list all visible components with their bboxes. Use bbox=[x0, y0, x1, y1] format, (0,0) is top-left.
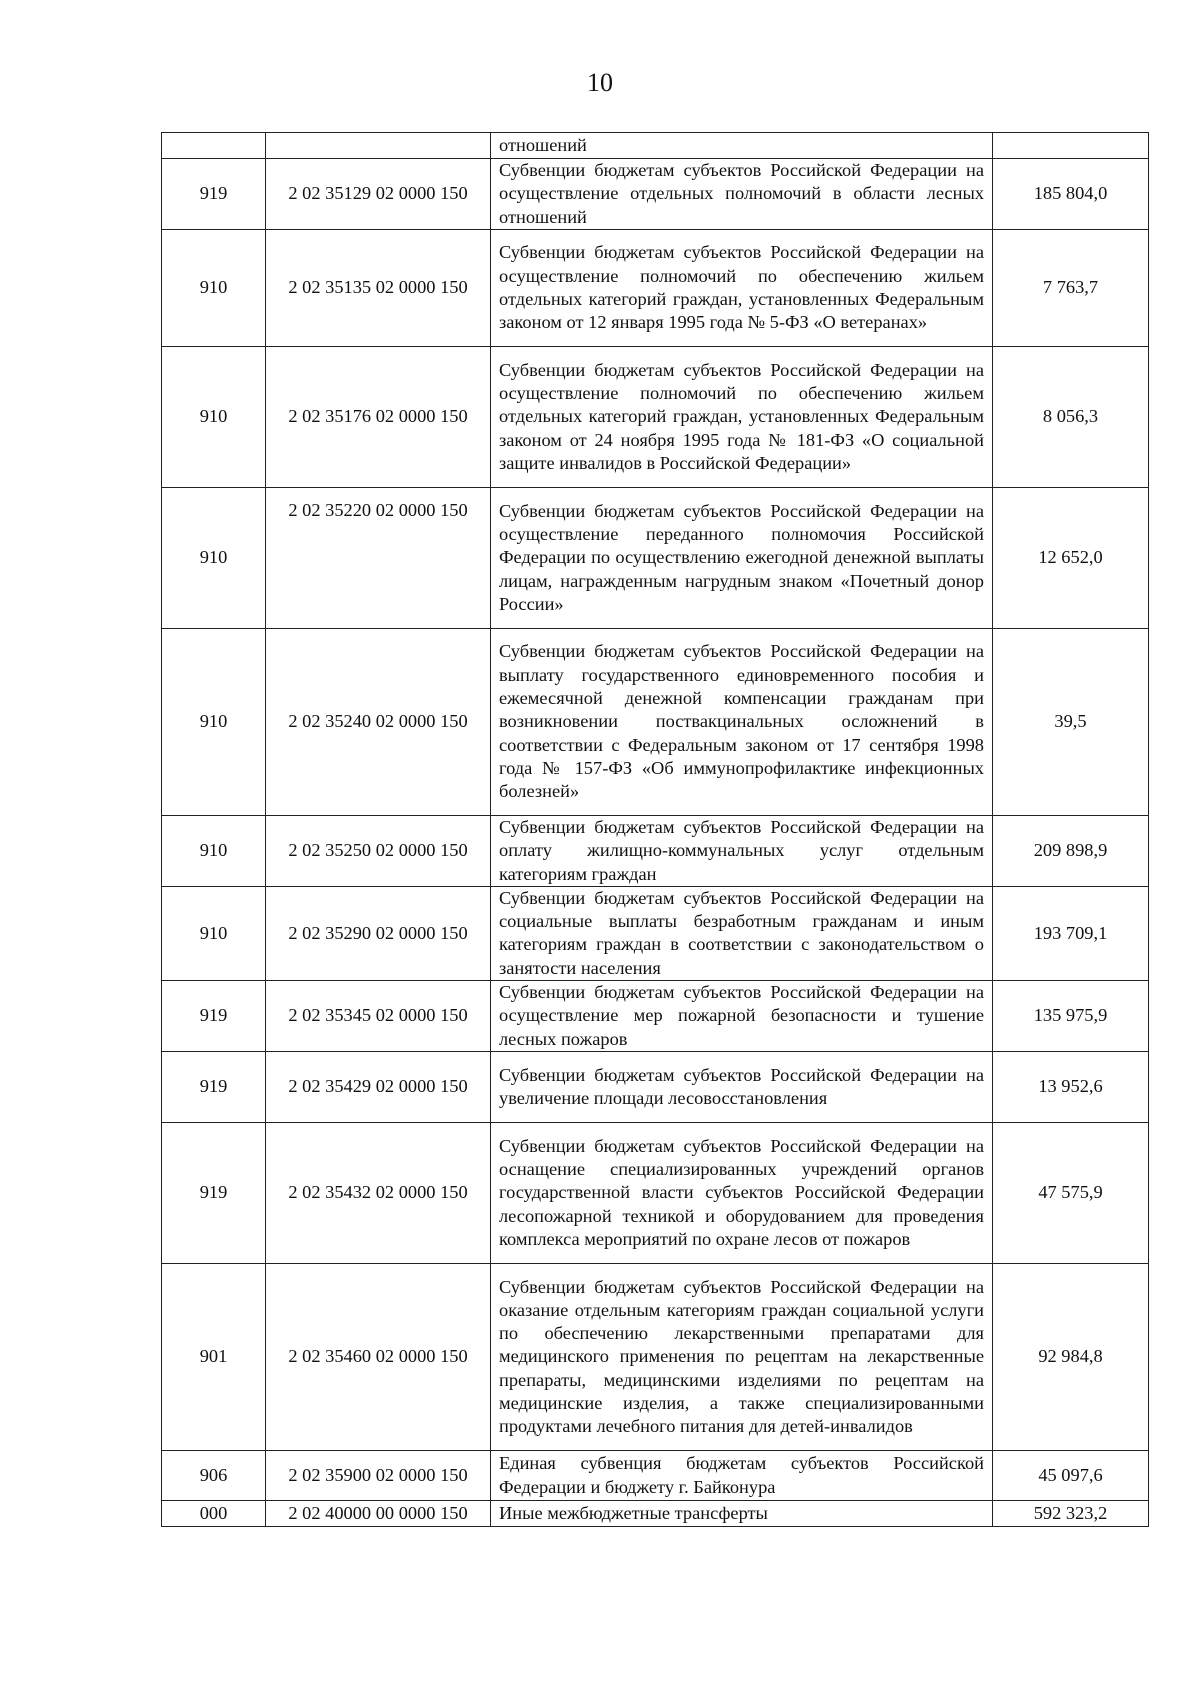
description-cell: Субвенции бюджетам субъектов Российской Федерации на осуществление переданного полномочия Российской Федерации по осуществлению ежегодной денежной выплаты лицам, награжденным нагрудным знаком «Почетный донор России» bbox=[491, 487, 993, 628]
description-cell: Субвенции бюджетам субъектов Российской Федерации на оказание отдельным категориям граждан социальной услуги по обеспечению лекарственными препаратами для медицинского применения по рецептам на лекарственные препараты, медицинскими изделиями по рецептам на медицинские изделия, а также специализированными продуктами лечебного питания для детей-инвалидов bbox=[491, 1264, 993, 1451]
budget-code-cell: 2 02 35460 02 0000 150 bbox=[266, 1264, 491, 1451]
page-number: 10 bbox=[587, 68, 613, 97]
admin-code-cell: 919 bbox=[162, 981, 266, 1052]
budget-revenue-table bbox=[161, 132, 1149, 1527]
admin-code-cell: 910 bbox=[162, 346, 266, 487]
budget-code-cell: 2 02 35900 02 0000 150 bbox=[266, 1451, 491, 1501]
admin-code-cell: 910 bbox=[162, 487, 266, 628]
budget-code-cell: 2 02 35432 02 0000 150 bbox=[266, 1123, 491, 1264]
table-row bbox=[162, 487, 1149, 628]
table-row bbox=[162, 1501, 1149, 1527]
budget-code-cell: 2 02 40000 00 0000 150 bbox=[266, 1501, 491, 1527]
table-row bbox=[162, 628, 1149, 815]
admin-code-cell: 919 bbox=[162, 1123, 266, 1264]
description-cell: отношений bbox=[491, 133, 993, 159]
admin-code-cell: 910 bbox=[162, 628, 266, 815]
description-cell: Субвенции бюджетам субъектов Российской Федерации на осуществление отдельных полномочий в области лесных отношений bbox=[491, 159, 993, 230]
admin-code-cell: 919 bbox=[162, 1052, 266, 1123]
amount-cell: 135 975,9 bbox=[993, 981, 1149, 1052]
description-cell: Субвенции бюджетам субъектов Российской Федерации на осуществление полномочий по обеспечению жильем отдельных категорий граждан, установленных Федеральным законом от 12 января 1995 года № 5-ФЗ «О ветеранах» bbox=[491, 229, 993, 346]
table-row bbox=[162, 1123, 1149, 1264]
admin-code-cell: 910 bbox=[162, 815, 266, 886]
description-cell: Иные межбюджетные трансферты bbox=[491, 1501, 993, 1527]
description-cell: Субвенции бюджетам субъектов Российской Федерации на осуществление полномочий по обеспечению жильем отдельных категорий граждан, установленных Федеральным законом от 24 ноября 1995 года № 181-ФЗ «О социальной защите инвалидов в Российской Федерации» bbox=[491, 346, 993, 487]
budget-code-cell: 2 02 35129 02 0000 150 bbox=[266, 159, 491, 230]
table-row bbox=[162, 1451, 1149, 1501]
description-cell: Субвенции бюджетам субъектов Российской Федерации на оплату жилищно-коммунальных услуг отдельным категориям граждан bbox=[491, 815, 993, 886]
table-row bbox=[162, 159, 1149, 230]
admin-code-cell: 919 bbox=[162, 159, 266, 230]
table-row bbox=[162, 1264, 1149, 1451]
description-cell: Субвенции бюджетам субъектов Российской Федерации на оснащение специализированных учреждений органов государственной власти субъектов Российской Федерации лесопожарной техникой и оборудованием для проведения комплекса мероприятий по охране лесов от пожаров bbox=[491, 1123, 993, 1264]
amount-cell: 185 804,0 bbox=[993, 159, 1149, 230]
description-cell: Субвенции бюджетам субъектов Российской Федерации на осуществление мер пожарной безопасности и тушение лесных пожаров bbox=[491, 981, 993, 1052]
table-row bbox=[162, 886, 1149, 980]
amount-cell: 193 709,1 bbox=[993, 886, 1149, 980]
description-cell: Субвенции бюджетам субъектов Российской Федерации на социальные выплаты безработным гражданам и иным категориям граждан в соответствии с законодательством о занятости населения bbox=[491, 886, 993, 980]
budget-code-cell: 2 02 35240 02 0000 150 bbox=[266, 628, 491, 815]
table-row bbox=[162, 346, 1149, 487]
amount-cell bbox=[993, 133, 1149, 159]
budget-code-cell: 2 02 35176 02 0000 150 bbox=[266, 346, 491, 487]
amount-cell: 39,5 bbox=[993, 628, 1149, 815]
amount-cell: 12 652,0 bbox=[993, 487, 1149, 628]
admin-code-cell: 910 bbox=[162, 229, 266, 346]
amount-cell: 47 575,9 bbox=[993, 1123, 1149, 1264]
table-row bbox=[162, 981, 1149, 1052]
budget-code-cell: 2 02 35135 02 0000 150 bbox=[266, 229, 491, 346]
table-row bbox=[162, 133, 1149, 159]
amount-cell: 92 984,8 bbox=[993, 1264, 1149, 1451]
admin-code-cell: 000 bbox=[162, 1501, 266, 1527]
table-row bbox=[162, 1052, 1149, 1123]
description-cell: Единая субвенция бюджетам субъектов Российской Федерации и бюджету г. Байконура bbox=[491, 1451, 993, 1501]
budget-code-cell: 2 02 35345 02 0000 150 bbox=[266, 981, 491, 1052]
description-cell: Субвенции бюджетам субъектов Российской Федерации на выплату государственного единовременного пособия и ежемесячной денежной компенсации гражданам при возникновении поствакцинальных осложнений в соответствии с Федеральным законом от 17 сентября 1998 года № 157-ФЗ «Об иммунопрофилактике инфекционных болезней» bbox=[491, 628, 993, 815]
budget-code-cell bbox=[266, 133, 491, 159]
table-row bbox=[162, 815, 1149, 886]
amount-cell: 7 763,7 bbox=[993, 229, 1149, 346]
amount-cell: 209 898,9 bbox=[993, 815, 1149, 886]
amount-cell: 8 056,3 bbox=[993, 346, 1149, 487]
admin-code-cell: 910 bbox=[162, 886, 266, 980]
admin-code-cell bbox=[162, 133, 266, 159]
budget-code-cell: 2 02 35429 02 0000 150 bbox=[266, 1052, 491, 1123]
amount-cell: 592 323,2 bbox=[993, 1501, 1149, 1527]
table-row bbox=[162, 229, 1149, 346]
admin-code-cell: 906 bbox=[162, 1451, 266, 1501]
description-cell: Субвенции бюджетам субъектов Российской Федерации на увеличение площади лесовосстановления bbox=[491, 1052, 993, 1123]
budget-code-cell: 2 02 35250 02 0000 150 bbox=[266, 815, 491, 886]
amount-cell: 45 097,6 bbox=[993, 1451, 1149, 1501]
budget-code-cell: 2 02 35220 02 0000 150 bbox=[266, 487, 491, 628]
budget-code-cell: 2 02 35290 02 0000 150 bbox=[266, 886, 491, 980]
amount-cell: 13 952,6 bbox=[993, 1052, 1149, 1123]
admin-code-cell: 901 bbox=[162, 1264, 266, 1451]
